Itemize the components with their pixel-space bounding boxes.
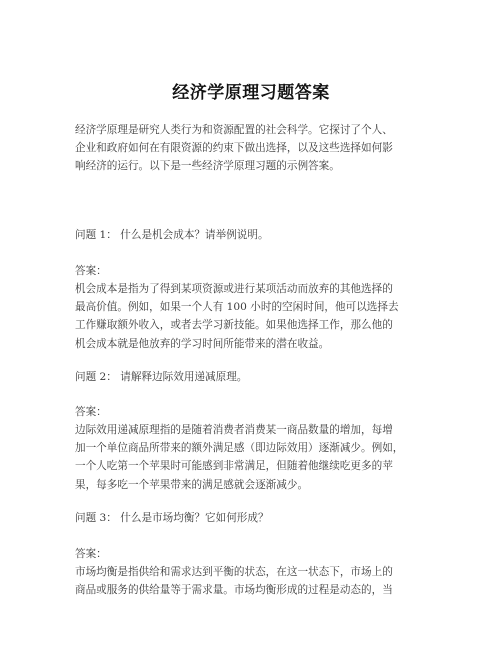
answer-line: 商品或服务的供给量等于需求量。市场均衡形成的过程是动态的，当 xyxy=(75,584,393,597)
intro-line: 响经济的运行。以下是一些经济学原理习题的示例答案。 xyxy=(75,160,340,173)
answer-line: 边际效用递减原理指的是随着消费者消费某一商品数量的增加，每增 xyxy=(75,424,393,436)
answer-line: 工作赚取额外收入，或者去学习新技能。如果他选择工作，那么他的 xyxy=(75,319,393,332)
answer-line: 市场均衡是指供给和需求达到平衡的状态，在这一状态下，市场上的 xyxy=(75,566,393,578)
document-title: 经济学原理习题答案 xyxy=(172,83,330,103)
answer-3-text xyxy=(75,563,435,599)
answer-line: 加一个单位商品所带来的额外满足感（即边际效用）逐渐减少。例如， xyxy=(75,442,404,455)
intro-line: 企业和政府如何在有限资源的约束下做出选择，以及这些选择如何影 xyxy=(75,142,393,155)
answer-line: 果，每多吃一个苹果带来的满足感就会逐渐减少。 xyxy=(75,478,309,491)
answer-line: 最高价值。例如，如果一个人有 100 小时的空闲时间，他可以选择去 xyxy=(75,301,399,314)
answer-1-label: 答案： xyxy=(75,265,107,277)
answer-3-label: 答案： xyxy=(75,548,107,560)
answer-line: 机会成本就是他放弃的学习时间所能带来的潜在收益。 xyxy=(75,337,330,350)
question-3: 问题 3： 什么是市场均衡？它如何形成？ xyxy=(75,512,269,524)
intro-line: 经济学原理是研究人类行为和资源配置的社会科学。它探讨了个人、 xyxy=(75,124,393,136)
answer-1-text xyxy=(75,280,435,353)
question-2: 问题 2： 请解释边际效用递减原理。 xyxy=(75,371,248,383)
intro-paragraph xyxy=(75,121,435,176)
answer-2-label: 答案： xyxy=(75,406,107,418)
answer-2-text xyxy=(75,421,435,494)
answer-line: 机会成本是指为了得到某项资源或进行某项活动而放弃的其他选择的 xyxy=(75,283,393,295)
answer-line: 一个人吃第一个苹果时可能感到非常满足，但随着他继续吃更多的苹 xyxy=(75,460,393,473)
question-1: 问题 1： 什么是机会成本？请举例说明。 xyxy=(75,229,269,241)
